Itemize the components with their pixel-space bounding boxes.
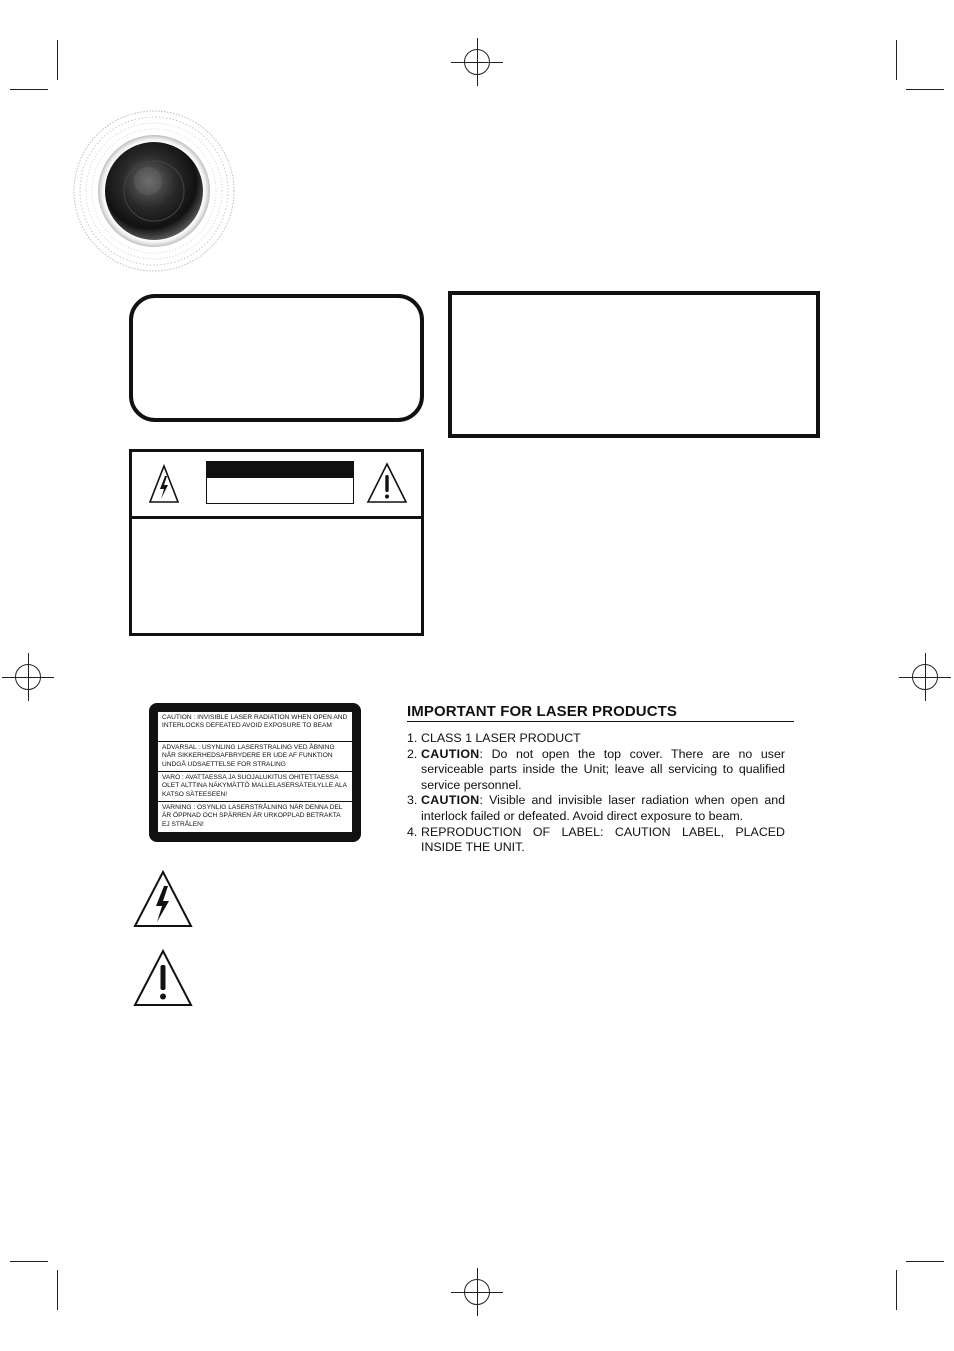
speaker-icon (68, 106, 240, 276)
registration-mark-icon (464, 1279, 490, 1305)
registration-mark-icon (464, 49, 490, 75)
shock-warning-panel (129, 449, 424, 636)
list-item: 1. CLASS 1 LASER PRODUCT (407, 731, 581, 745)
list-item: 2. CAUTION: Do not open the top cover. There are no user serviceable parts inside the Unit; leave all servicing to qualified service personnel. (407, 746, 785, 792)
crop-mark (896, 1270, 897, 1310)
lightning-warning-icon (133, 870, 193, 928)
notice-box-rounded (129, 294, 424, 422)
crop-mark (896, 40, 897, 80)
registration-mark-icon (912, 664, 938, 690)
crop-mark (10, 1261, 48, 1262)
warning-header-box (206, 477, 354, 504)
label-line-swedish: VARNING : OSYNLIG LASERSTRÅLNING NÄR DENNA DEL ÄR ÖPPNAD OCH SPÄRREN ÄR URKOPPLAD BETRAKTA EJ STRÅLEN! (162, 804, 343, 828)
notice-box-right (448, 291, 820, 438)
warning-header-bar (206, 461, 354, 478)
laser-section-heading: IMPORTANT FOR LASER PRODUCTS (407, 703, 794, 722)
crop-mark (10, 89, 48, 90)
panel-divider (132, 516, 421, 519)
label-text-area (158, 712, 352, 832)
exclamation-warning-icon (366, 462, 408, 504)
list-item: 4. REPRODUCTION OF LABEL: CAUTION LABEL, PLACED INSIDE THE UNIT. (407, 824, 785, 855)
exclamation-warning-icon (133, 949, 193, 1007)
label-line-finnish: VARO : AVATTAESSA JA SUOJALUKITUS OHITETTAESSA OLET ALTTINA NÄKYMÄTTÖ MALLELASERSÄTEILYLLE ALA KATSO SÄTEESEEN! (158, 772, 352, 802)
label-line-english: CAUTION : INVISIBLE LASER RADIATION WHEN OPEN AND INTERLOCKS DEFEATED AVOID EXPOSURE TO BEAM (158, 712, 352, 742)
laser-notes-list (407, 731, 785, 856)
list-item: 3. CAUTION: Visible and invisible laser radiation when open and interlock failed or defeated. Avoid direct exposure to beam. (407, 793, 785, 823)
crop-mark (57, 40, 58, 80)
crop-mark (906, 89, 944, 90)
lightning-warning-icon (148, 464, 180, 504)
crop-mark (906, 1261, 944, 1262)
laser-caution-label (149, 703, 361, 842)
registration-mark-icon (15, 664, 41, 690)
label-line-danish: ADVARSAL : USYNLING LASERSTRALING VED ÅBNING NÅR SIKKERHEDSAFBRYDERE ER UDE AF FUNKTION UNDGÅ UDSAETTELSE FOR STRALING (158, 742, 352, 772)
crop-mark (57, 1270, 58, 1310)
